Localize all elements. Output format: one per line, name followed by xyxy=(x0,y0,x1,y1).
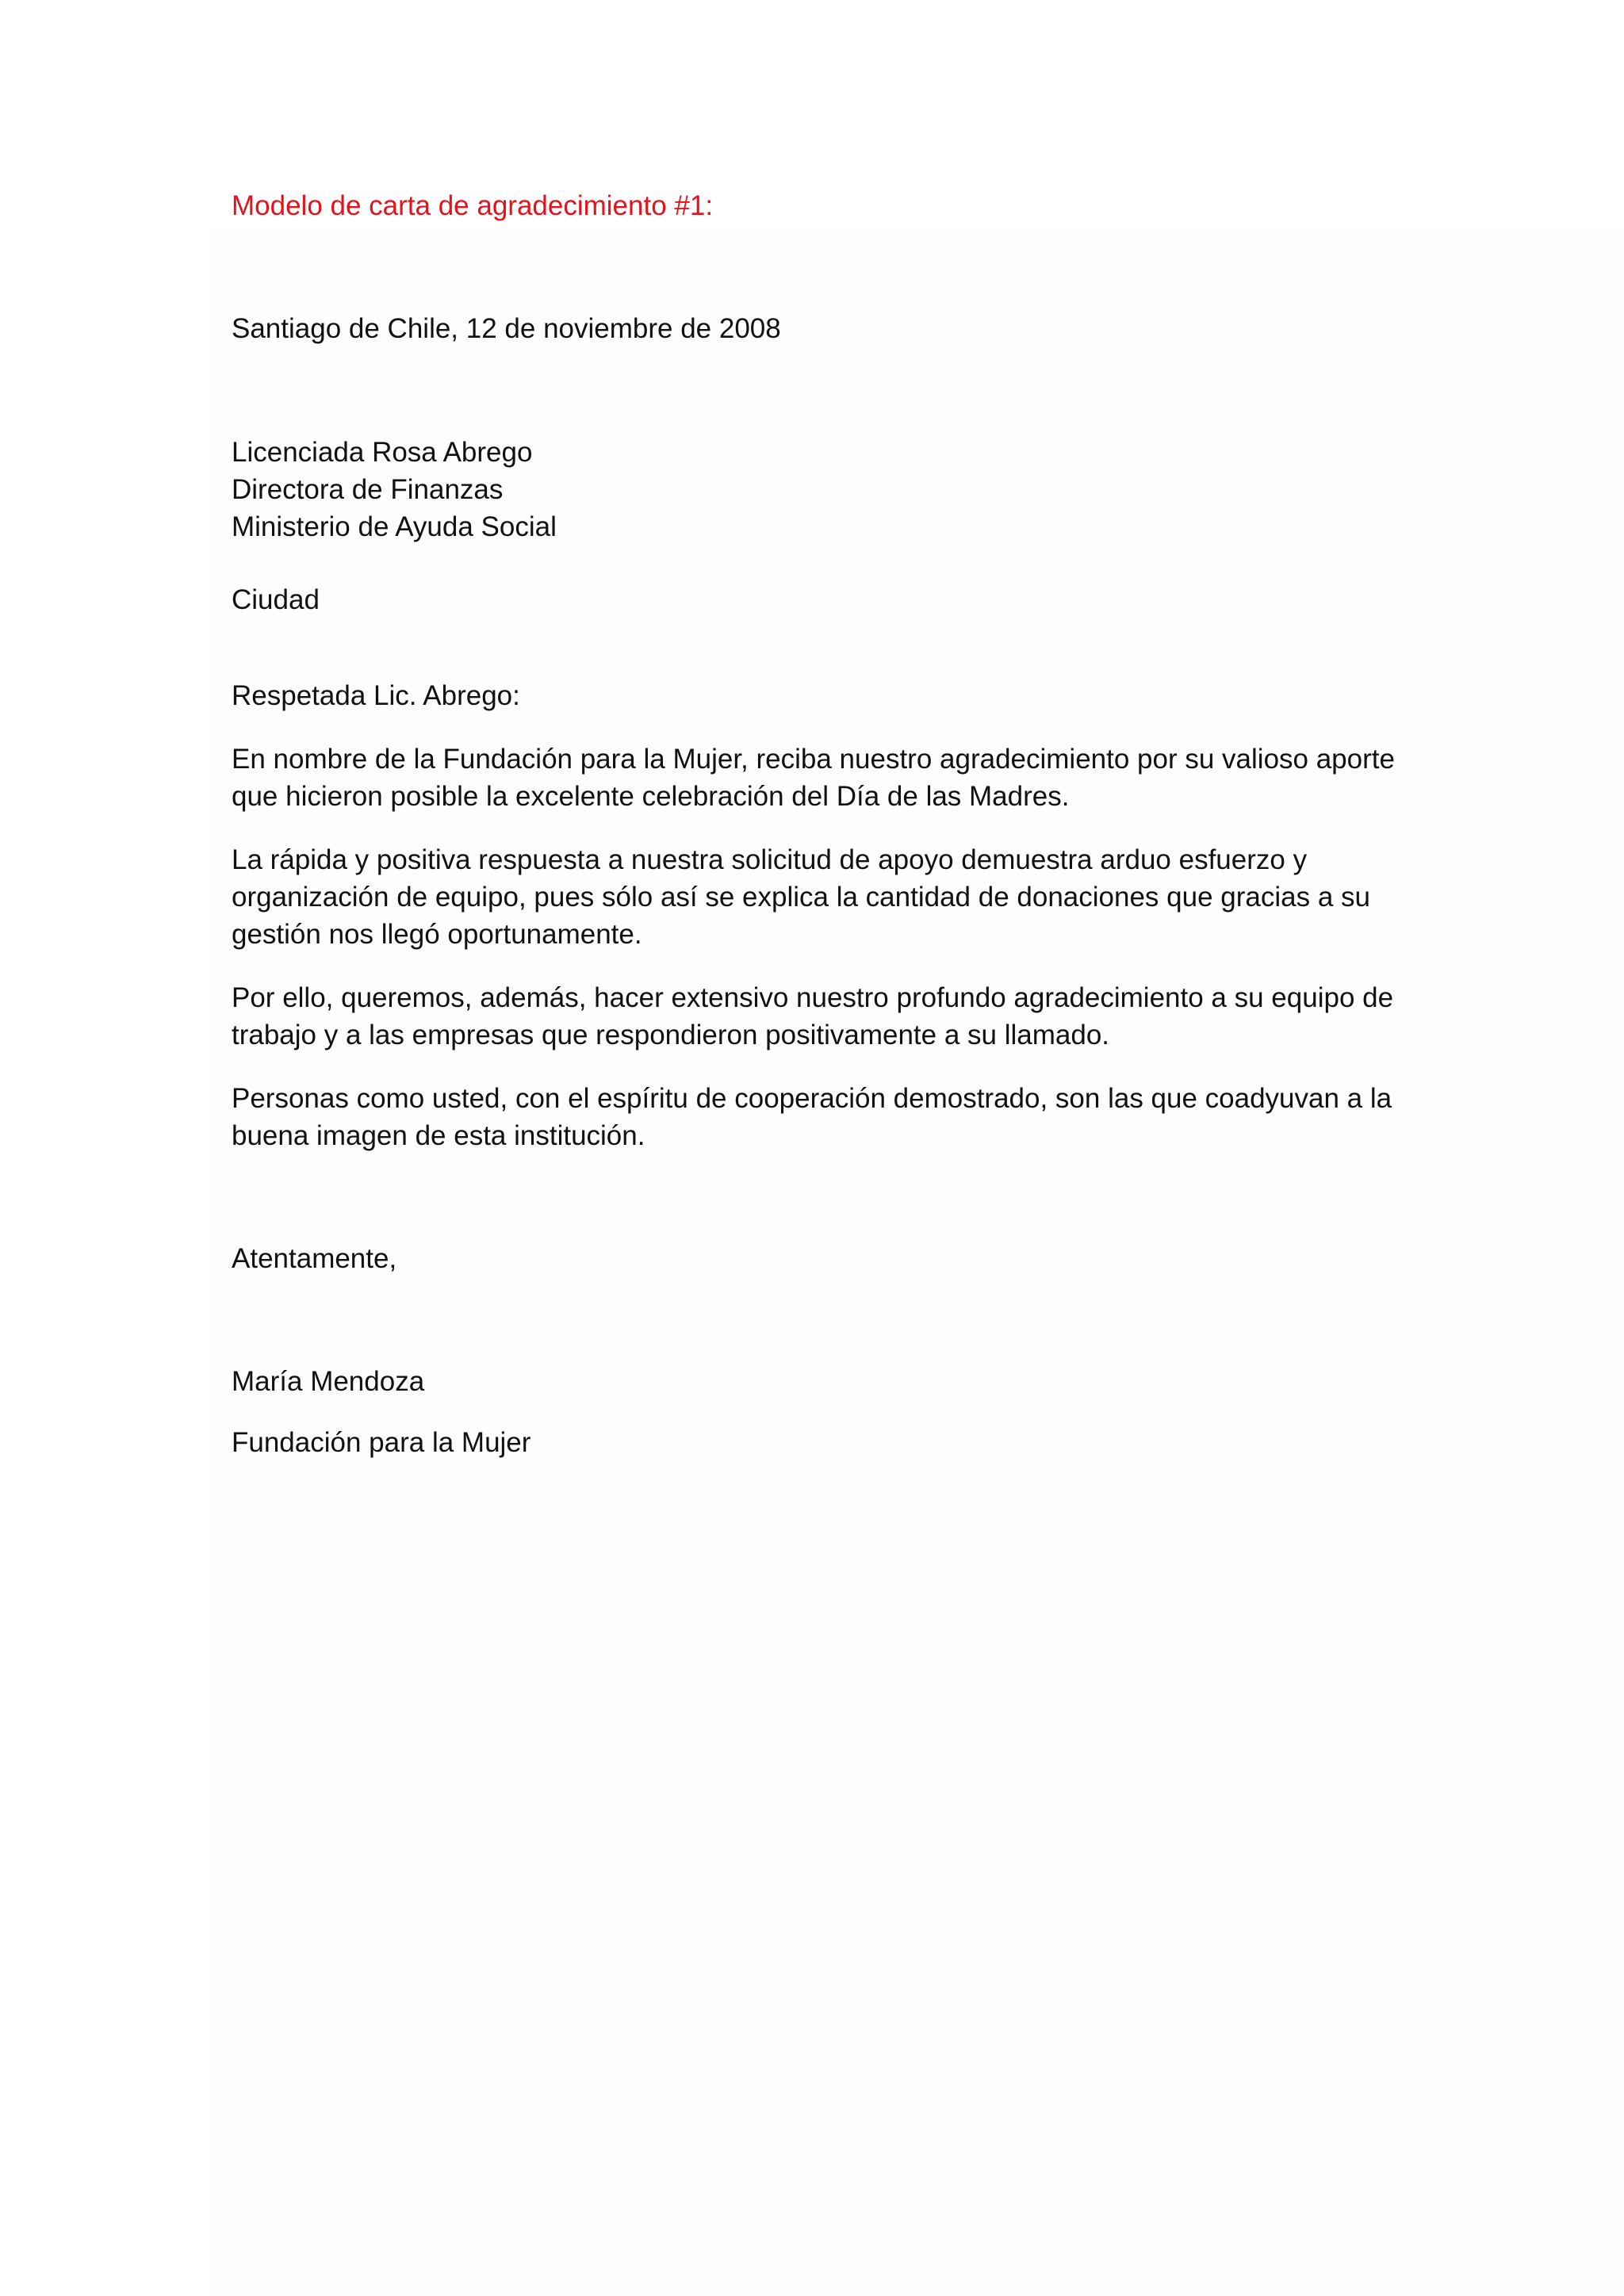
signer-organization: Fundación para la Mujer xyxy=(232,1427,531,1458)
signer-name: María Mendoza xyxy=(232,1366,425,1397)
signature-block xyxy=(232,1363,1421,1461)
body-paragraph-3: Por ello, queremos, además, hacer extensivo nuestro profundo agradecimiento a su equipo de trabajo y a las empresas que respondieron positivamente a su llamado. xyxy=(232,982,1394,1050)
closing: Atentamente, xyxy=(232,1243,397,1274)
letter-heading: Modelo de carta de agradecimiento #1: xyxy=(232,190,714,221)
letter-body xyxy=(232,187,1421,1461)
recipient-block xyxy=(232,434,1421,618)
recipient-name: Licenciada Rosa Abrego xyxy=(232,437,533,468)
body-paragraph-4: Personas como usted, con el espíritu de cooperación demostrado, son las que coadyuvan a la buena imagen de esta institución. xyxy=(232,1083,1392,1151)
recipient-organization: Ministerio de Ayuda Social xyxy=(232,511,557,542)
body-paragraph-2: La rápida y positiva respuesta a nuestra solicitud de apoyo demuestra arduo esfuerzo y organización de equipo, pues sólo así se explica la cantidad de donaciones que gracias a su gestión nos llegó oportunamente. xyxy=(232,844,1370,950)
recipient-city: Ciudad xyxy=(232,584,320,615)
body-paragraph-1: En nombre de la Fundación para la Mujer, reciba nuestro agradecimiento por su valioso aporte que hicieron posible la excelente celebración del Día de las Madres. xyxy=(232,744,1395,812)
recipient-title: Directora de Finanzas xyxy=(232,474,504,505)
date-line: Santiago de Chile, 12 de noviembre de 2008 xyxy=(232,313,781,344)
salutation: Respetada Lic. Abrego: xyxy=(232,680,520,711)
